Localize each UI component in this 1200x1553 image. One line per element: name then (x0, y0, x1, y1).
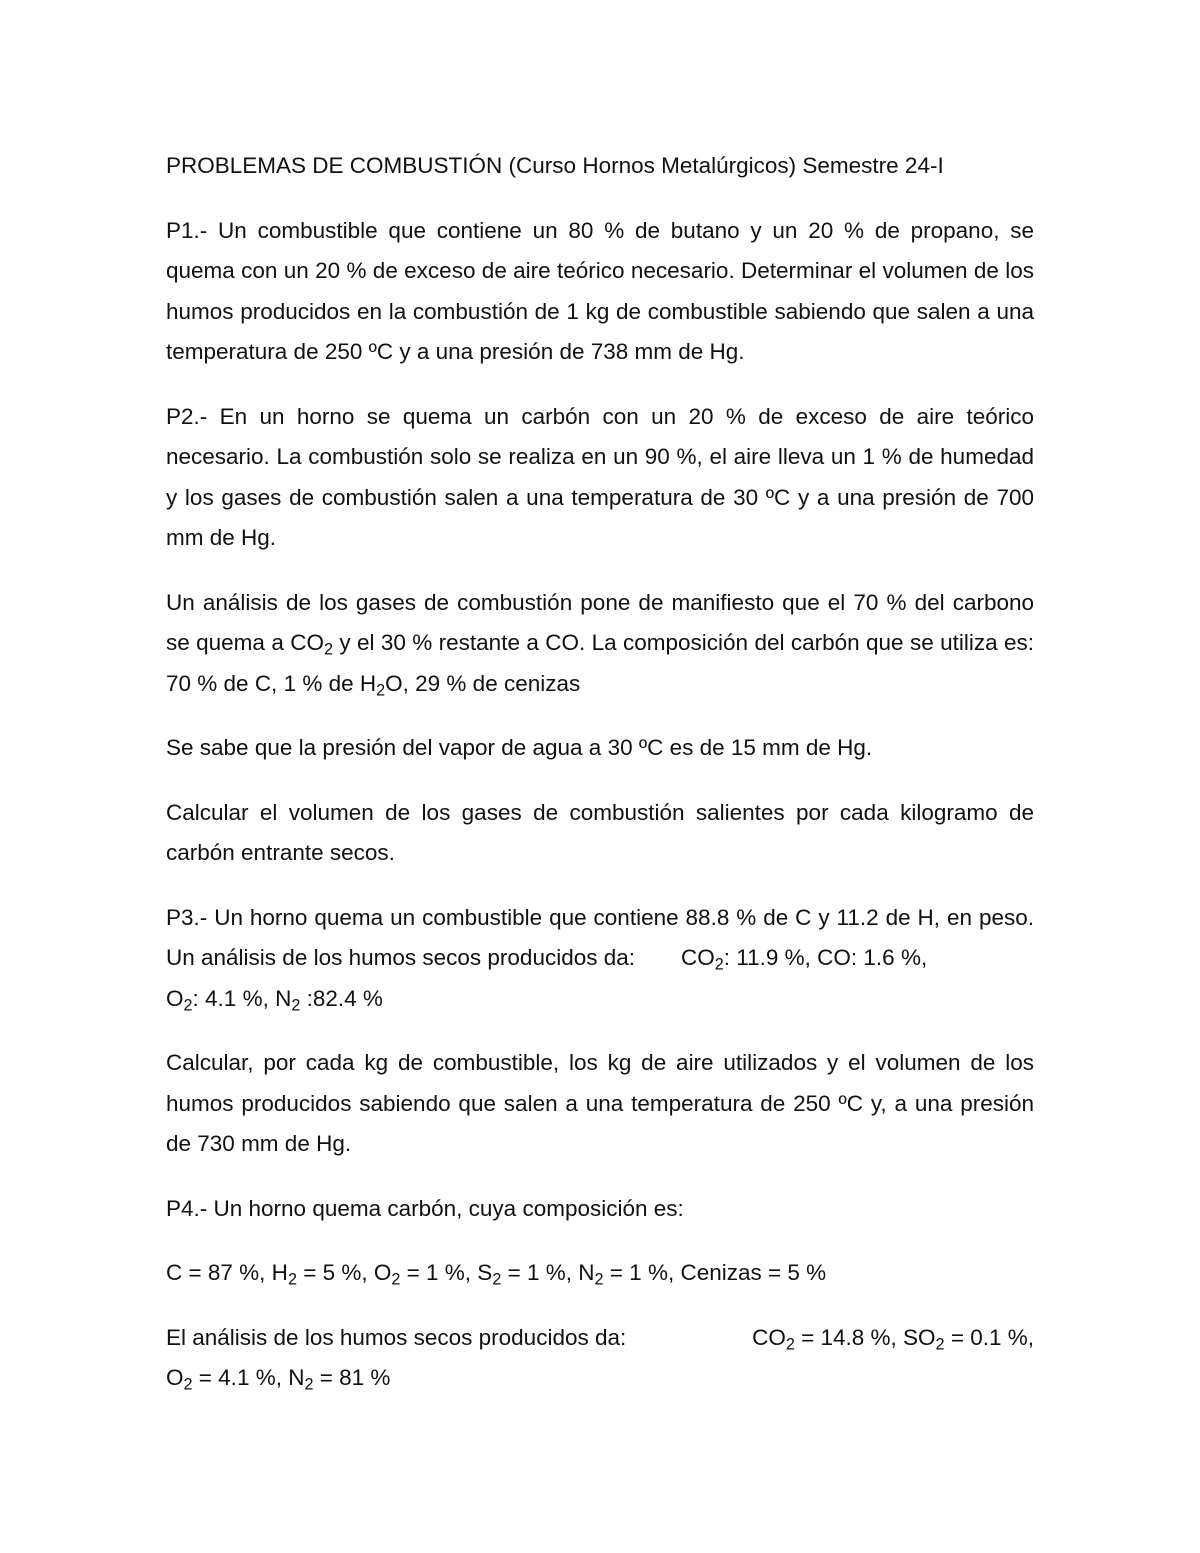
analysis-co2-value: = 14.8 %, SO (794, 1324, 936, 1350)
problem-3-intro-text: P3.- Un horno quema un combustible que contiene 88.8 % de C y 11.2 de H, en peso. Un análisis de los humos secos producidos da: (166, 904, 1034, 970)
problem-3-co2-value: : 11.9 %, CO: 1.6 %, (723, 945, 928, 970)
problem-4-analysis-label: El análisis de los humos secos producidos da: (166, 1324, 627, 1350)
problem-2-analysis-part-a: Un análisis de los gases de combustión pone de manifiesto que el 70 % del carbono se quema a CO (166, 589, 1034, 655)
subscript: 2 (287, 1270, 297, 1289)
problem-4-analysis-line-2 (166, 1365, 391, 1394)
problem-2-analysis-part-b: y el 30 % restante a CO. La composición del carbón que se utiliza es: 70 % de C, 1 % de H (166, 630, 1034, 696)
subscript: 2 (391, 1270, 401, 1289)
problem-1-text: P1.- Un combustible que contiene un 80 % de butano y un 20 % de propano, se quema con un 20 % de exceso de aire teórico necesario. Determinar el volumen de los humos producidos en la combustión de 1 kg de combustible sabiendo que salen a una temperatura de 250 ºC y a una presión de 738 mm de Hg. (166, 217, 1034, 364)
problem-4-composition (166, 1253, 1034, 1294)
subscript: 2 (183, 996, 193, 1015)
problem-4-intro: P4.- Un horno quema carbón, cuya composición es: (166, 1195, 684, 1221)
problem-4-analysis-line-1 (166, 1318, 1034, 1359)
problem-2-vapor: Se sabe que la presión del vapor de agua a 30 ºC es de 15 mm de Hg. (166, 735, 873, 760)
subscript: 2 (785, 1335, 795, 1354)
composition-o2: = 1 %, S (400, 1260, 493, 1285)
problem-2-analysis (166, 583, 1034, 705)
problem-2-question: Calcular el volumen de los gases de combustión salientes por cada kilogramo de carbón entrante secos. (166, 799, 1034, 865)
subscript: 2 (594, 1270, 604, 1289)
subscript: 2 (183, 1375, 193, 1394)
subscript: 2 (304, 1375, 314, 1394)
document-body (166, 146, 1034, 1423)
problem-3-o2-label: O (166, 985, 184, 1011)
problem-4-analysis-values-1 (752, 1318, 1034, 1359)
problem-2-intro: P2.- En un horno se quema un carbón con un 20 % de exceso de aire teórico necesario. La combustión solo se realiza en un 90 %, el aire lleva un 1 % de humedad y los gases de combustión salen a una temperatura de 30 ºC y a una presión de 700 mm de Hg. (166, 403, 1034, 550)
analysis-o2-value: = 4.1 %, N (192, 1365, 305, 1390)
composition-c: C = 87 %, H (166, 1260, 288, 1285)
composition-s2: = 1 %, N (501, 1260, 595, 1285)
composition-h2: = 5 %, O (296, 1260, 392, 1285)
problem-3-question: Calcular, por cada kg de combustible, los kg de aire utilizados y el volumen de los humos producidos sabiendo que salen a una temperatura de 250 ºC y, a una presión de 730 mm de Hg. (166, 1050, 1034, 1156)
problem-2-analysis-part-c: O, 29 % de cenizas (385, 670, 581, 696)
subscript: 2 (323, 640, 333, 659)
problem-3-n2-value: :82.4 % (300, 985, 383, 1011)
composition-n2: = 1 %, Cenizas = 5 % (603, 1260, 827, 1285)
problem-3-co2-label: CO (681, 945, 715, 970)
analysis-so2-value: = 0.1 %, (944, 1324, 1034, 1350)
analysis-co2: CO (752, 1324, 786, 1350)
subscript: 2 (492, 1270, 502, 1289)
subscript: 2 (291, 996, 301, 1015)
analysis-n2-value: = 81 % (313, 1365, 391, 1390)
analysis-o2: O (166, 1365, 184, 1390)
document-title: PROBLEMAS DE COMBUSTIÓN (Curso Hornos Metalúrgicos) Semestre 24-I (166, 153, 944, 178)
problem-3-intro (166, 898, 1034, 1020)
subscript: 2 (376, 681, 386, 700)
problem-4-analysis (166, 1318, 1034, 1399)
subscript: 2 (935, 1335, 945, 1354)
problem-3-o2-value: : 4.1 %, N (192, 985, 292, 1011)
subscript: 2 (714, 955, 724, 974)
